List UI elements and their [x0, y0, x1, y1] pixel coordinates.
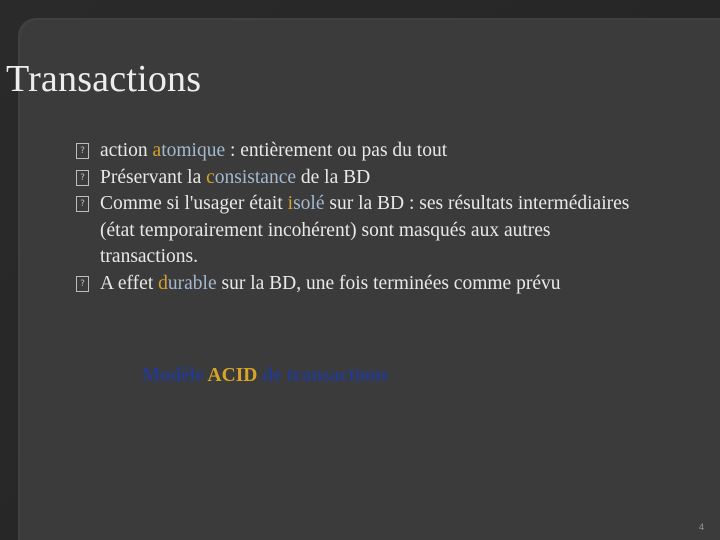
bullet-text-post: sur la BD, une fois terminées comme prévu	[216, 272, 561, 294]
bullet-text-pre: action	[100, 140, 153, 161]
bullet-keyword-letter: i	[287, 193, 294, 214]
bullet-keyword-rest: onsistance	[214, 166, 297, 188]
bullet-keyword-letter: d	[158, 272, 168, 294]
slide-title: Transactions	[6, 58, 202, 100]
bullet-text-pre: Préservant la	[100, 166, 207, 188]
bullet-atomicity	[76, 138, 636, 165]
caption-part-3: de transactions	[257, 365, 389, 386]
bullet-box-icon: ?	[76, 170, 89, 186]
bullet-text-pre: A effet	[100, 272, 159, 294]
bullet-text-post: de la BD	[296, 166, 371, 188]
bullet-keyword-rest: tomique	[161, 140, 226, 161]
bullet-text-pre: Comme si l'usager était	[100, 193, 288, 214]
bullet-box-icon: ?	[76, 143, 89, 159]
bullet-list	[76, 138, 636, 297]
acid-caption	[142, 363, 388, 389]
bullet-text-post: sur la BD : ses résultats intermédiaires (état temporairement incohérent) sont masqués aux autres transactions.	[100, 193, 630, 267]
bullet-box-icon: ?	[76, 276, 89, 292]
bullet-keyword-letter: a	[152, 140, 162, 161]
caption-part-1: Modèle	[142, 365, 208, 386]
page-number: 4	[698, 522, 704, 532]
bullet-box-icon: ?	[76, 196, 89, 212]
bullet-text-post: : entièrement ou pas du tout	[225, 140, 448, 161]
caption-acid: ACID	[207, 365, 258, 386]
bullet-isolation	[76, 191, 636, 271]
bullet-keyword-rest: urable	[167, 272, 217, 294]
bullet-keyword-letter: c	[206, 166, 215, 188]
bullet-durability	[76, 271, 636, 298]
bullet-consistency	[76, 165, 636, 192]
bullet-keyword-rest: solé	[293, 193, 325, 214]
